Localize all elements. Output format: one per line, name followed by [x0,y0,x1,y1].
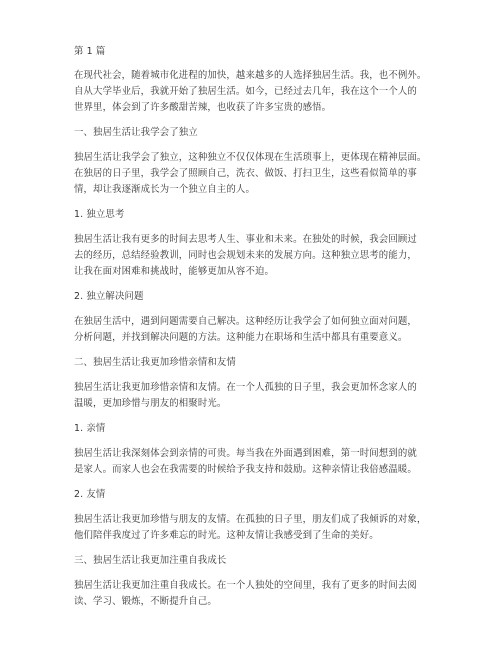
text-line: 独居生活让我更加珍惜与朋友的友情。在孤独的日子里，朋友们成了我倾诉的对象， [74,514,427,525]
paragraph [74,578,440,610]
text-line: 二、独居生活让我更加珍惜亲情和友情 [74,357,236,368]
section-heading [74,125,440,141]
paragraph [74,68,440,116]
text-line: 是家人。而家人也会在我需要的时候给予我支持和鼓励。这种亲情让我倍感温暖。 [74,464,417,475]
paragraph [74,314,440,346]
text-line: 去的经历，总结经验教训，同时也会规划未来的发展方向。这种独立思考的能力， [74,250,417,261]
subsection-heading [74,207,440,223]
subsection-heading [74,421,440,437]
text-line: 情，却让我逐渐成长为一个独立自主的人。 [74,184,255,195]
paragraph [74,446,440,478]
paragraph [74,150,440,198]
text-line: 独居生活让我更加珍惜亲情和友情。在一个人孤独的日子里，我会更加怀念家人的 [74,382,417,393]
text-line: 在独居生活中，遇到问题需要自己解决。这种经历让我学会了如何独立面对问题， [74,316,417,327]
text-line: 独居生活让我学会了独立，这种独立不仅仅体现在生活琐事上，更体现在精神层面。 [74,152,427,163]
text-line: 1. 独立思考 [74,209,125,220]
text-line: 1. 亲情 [74,423,106,434]
document-page [74,44,440,610]
text-line: 自从大学毕业后，我就开始了独居生活。如今，已经过去几年，我在这个一个人的 [74,86,417,97]
text-line: 温暖，更加珍惜与朋友的相聚时光。 [74,398,227,409]
section-heading [74,553,440,569]
text-line: 独居生活让我更加注重自我成长。在一个人独处的空间里，我有了更多的时间去阅 [74,580,417,591]
paragraph [74,512,440,544]
text-line: 分析问题，并找到解决问题的方法。这种能力在职场和生活中都具有重要意义。 [74,332,408,343]
section-heading [74,355,440,371]
text-line: 让我在面对困难和挑战时，能够更加从容不迫。 [74,266,275,277]
text-line: 在独居的日子里，我学会了照顾自己，洗衣、做饭、打扫卫生，这些看似简单的事 [74,168,417,179]
text-line: 他们陪伴我度过了许多难忘的时光。这种友情让我感受到了生命的美好。 [74,530,379,541]
text-line: 世界里，体会到了许多酸甜苦辣，也收获了许多宝贵的感悟。 [74,102,332,113]
subsection-heading [74,487,440,503]
text-line: 读、学习、锻炼，不断提升自己。 [74,596,217,607]
text-line: 三、独居生活让我更加注重自我成长 [74,555,227,566]
text-line: 在现代社会，随着城市化进程的加快，越来越多的人选择独居生活。我，也不例外。 [74,70,427,81]
text-line: 一、独居生活让我学会了独立 [74,127,198,138]
text-line: 独居生活让我有更多的时间去思考人生、事业和未来。在独处的时候，我会回顾过 [74,234,417,245]
paragraph [74,232,440,280]
text-line: 2. 友情 [74,489,106,500]
text-line: 2. 独立解决问题 [74,291,144,302]
text-line: 第 1 篇 [74,46,106,57]
paragraph [74,380,440,412]
chapter-title [74,44,440,60]
subsection-heading [74,289,440,305]
text-line: 独居生活让我深刻体会到亲情的可贵。每当我在外面遇到困难，第一时间想到的就 [74,448,417,459]
